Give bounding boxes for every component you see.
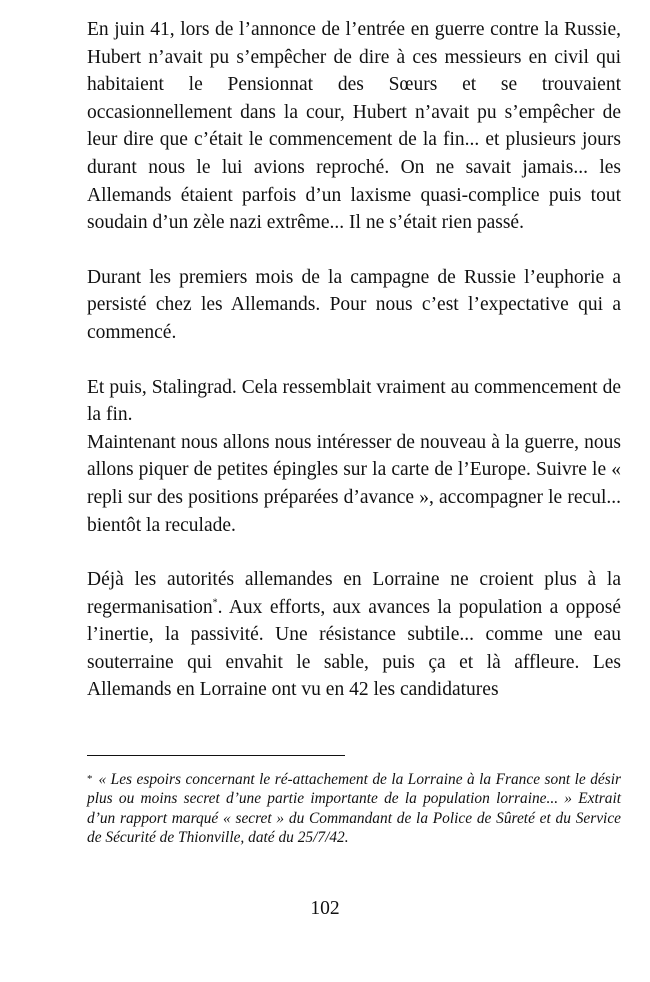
paragraph-june-41: En juin 41, lors de l’annonce de l’entrée en guerre contre la Russie, Hubert n’avait pu s’empêcher de dire à ces messieurs en civil qui habitaient le Pensionnat des Sœurs et se trouvaient occasionnellement dans la cour, Hubert n’avait pu s’empêcher de leur dire que c’était le commencement de la fin... et plusieurs jours durant nous le lui avions reproché. On ne savait jamais... les Allemands étaient parfois d’un laxisme quasi-complice puis tout soudain d’un zèle nazi extrême... Il ne s’était rien passé.: [87, 19, 621, 234]
paragraph-russian-campaign: Durant les premiers mois de la campagne de Russie l’euphorie a persisté chez les Allemands. Pour nous c’est l’expectative qui a commencé.: [87, 266, 621, 343]
paragraph-regermanisation: [87, 566, 621, 704]
paragraph-regermanisation-end: . Aux efforts, aux avances la population a opposé l’inertie, la passivité. Une résistance subtile... comme une eau souterraine qui envahit le sable, puis ça et là affleure. Les Allemands en Lorraine ont vu en 42 les candidatures: [87, 596, 621, 701]
paragraph-stalingrad: Et puis, Stalingrad. Cela ressemblait vraiment au commencement de la fin.: [87, 376, 621, 426]
page-number: 102: [310, 898, 340, 919]
paragraph-europe-map: Maintenant nous allons nous intéresser de nouveau à la guerre, nous allons piquer de petites épingles sur la carte de l’Europe. Suivre le « repli sur des positions préparées d’avance », accompagner le recul... bientôt la reculade.: [87, 431, 621, 536]
page-body: [87, 16, 621, 704]
footnote-marker: *: [87, 773, 93, 785]
footnote-reference-marker: *: [212, 597, 218, 609]
footnote-text: « Les espoirs concernant le ré-attachement de la Lorraine à la France sont le désir plus ou moins secret d’une partie importante de la population lorraine... » Extrait d’un rapport marqué « secret » du Commandant de la Police de Sûreté et du Service de Sécurité de Thionville, daté du 25/7/42.: [87, 771, 621, 847]
footnote: [87, 770, 621, 848]
paragraph-regermanisation-start: Déjà les autorités allemandes en Lorraine ne croient plus à la regermanisation: [87, 569, 621, 618]
footnote-separator: [87, 755, 345, 756]
